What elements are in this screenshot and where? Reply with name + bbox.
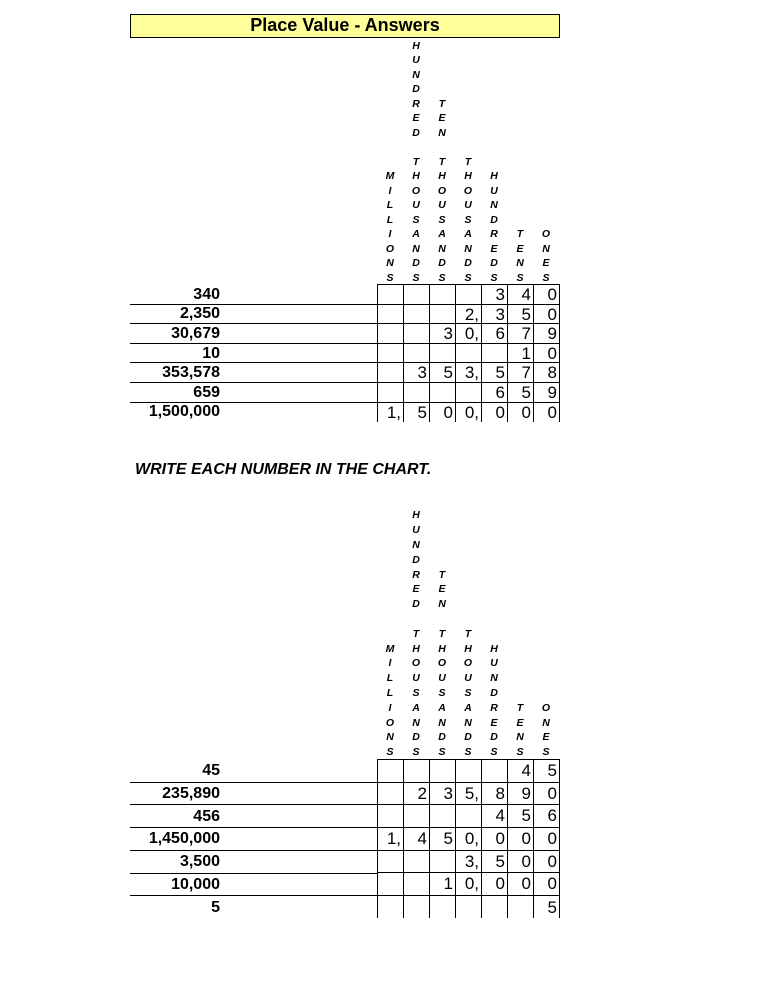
table-row (378, 760, 560, 783)
digit-cell-ten-thousands: 3 (430, 782, 456, 805)
digit-cell-tens: 7 (508, 324, 534, 344)
digit-cell-hundreds: 4 (482, 805, 508, 828)
digit-cell-ten-thousands: 3 (430, 324, 456, 344)
table-row (378, 324, 560, 344)
digit-cell-hundreds: 6 (482, 324, 508, 344)
digit-cell-hundreds: 6 (482, 382, 508, 402)
digit-cell-tens: 0 (508, 873, 534, 896)
digit-cell-ones: 0 (534, 304, 560, 324)
digit-cell-millions (378, 363, 404, 383)
place-value-grid (377, 284, 560, 422)
digit-cell-ones: 6 (534, 805, 560, 828)
digit-cell-hundreds: 5 (482, 850, 508, 873)
digit-cell-thousands (456, 285, 482, 305)
number-label: 30,679 (171, 325, 220, 342)
digit-cell-hundreds (482, 896, 508, 919)
digit-cell-hundred-thousands: 3 (404, 363, 430, 383)
row-divider (130, 402, 377, 403)
digit-cell-ten-thousands (430, 382, 456, 402)
digit-cell-ones: 0 (534, 782, 560, 805)
digit-cell-tens: 0 (508, 402, 534, 422)
digit-cell-thousands: 5, (456, 782, 482, 805)
digit-cell-tens (508, 896, 534, 919)
column-header-tens: T E N S (516, 701, 524, 759)
page-title: Place Value - Answers (130, 14, 560, 38)
digit-cell-hundred-thousands (404, 850, 430, 873)
column-header-hundreds: H U N D R E D S (490, 642, 498, 759)
digit-cell-thousands (456, 760, 482, 783)
row-divider (130, 382, 377, 383)
digit-cell-millions: 1, (378, 402, 404, 422)
digit-cell-millions (378, 805, 404, 828)
digit-cell-millions (378, 896, 404, 919)
digit-cell-tens: 5 (508, 304, 534, 324)
number-label: 235,890 (162, 785, 220, 803)
digit-cell-hundred-thousands (404, 285, 430, 305)
digit-cell-hundreds: 0 (482, 828, 508, 851)
digit-cell-ten-thousands (430, 760, 456, 783)
digit-cell-millions (378, 873, 404, 896)
digit-cell-ones: 9 (534, 382, 560, 402)
number-label: 340 (193, 285, 220, 303)
row-divider (130, 323, 377, 324)
digit-cell-millions (378, 382, 404, 402)
digit-cell-tens: 9 (508, 782, 534, 805)
table-row (378, 850, 560, 873)
column-header-hundreds: H U N D R E D S (490, 170, 498, 284)
digit-cell-thousands: 0, (456, 324, 482, 344)
digit-cell-ones: 0 (534, 850, 560, 873)
digit-cell-ten-thousands: 5 (430, 828, 456, 851)
digit-cell-thousands (456, 343, 482, 363)
digit-cell-hundreds: 3 (482, 304, 508, 324)
digit-cell-hundreds: 3 (482, 285, 508, 305)
place-value-grid (377, 759, 560, 918)
digit-cell-ten-thousands (430, 285, 456, 305)
number-label: 1,500,000 (148, 403, 220, 421)
digit-cell-hundred-thousands (404, 382, 430, 402)
digit-cell-ten-thousands (430, 304, 456, 324)
digit-cell-millions (378, 850, 404, 873)
digit-cell-millions (378, 304, 404, 324)
digit-cell-ones: 5 (534, 760, 560, 783)
number-label: 659 (193, 383, 220, 401)
digit-cell-thousands: 3, (456, 850, 482, 873)
digit-cell-thousands (456, 382, 482, 402)
digit-cell-tens: 5 (508, 805, 534, 828)
digit-cell-hundreds (482, 343, 508, 363)
number-label: 1,450,000 (148, 830, 220, 848)
digit-cell-hundred-thousands: 2 (404, 782, 430, 805)
column-header-millions: M I L L I O N S (385, 642, 395, 759)
digit-cell-ten-thousands (430, 805, 456, 828)
digit-cell-tens: 7 (508, 363, 534, 383)
digit-cell-hundred-thousands (404, 343, 430, 363)
digit-cell-thousands: 3, (456, 363, 482, 383)
digit-cell-ones: 0 (534, 828, 560, 851)
table-row (378, 896, 560, 919)
digit-cell-millions (378, 760, 404, 783)
column-header-hundred-thousands: H U N D R E D T H O U S A N D S (411, 509, 421, 759)
row-divider (130, 895, 377, 896)
column-header-hundred-thousands: H U N D R E D T H O U S A N D S (411, 39, 421, 284)
digit-cell-thousands: 0, (456, 873, 482, 896)
number-label: 456 (193, 807, 220, 825)
digit-cell-hundred-thousands: 4 (404, 828, 430, 851)
row-divider (130, 782, 377, 783)
digit-cell-ten-thousands (430, 343, 456, 363)
digit-cell-tens: 5 (508, 382, 534, 402)
digit-cell-hundreds: 0 (482, 402, 508, 422)
number-label: 10,000 (171, 875, 220, 893)
table-row (378, 805, 560, 828)
table-row (378, 343, 560, 363)
digit-cell-hundred-thousands (404, 324, 430, 344)
digit-cell-ten-thousands (430, 850, 456, 873)
table-row (378, 873, 560, 896)
digit-cell-thousands: 0, (456, 828, 482, 851)
number-label: 10 (202, 344, 220, 362)
row-divider (130, 873, 377, 874)
digit-cell-thousands (456, 805, 482, 828)
row-divider (130, 804, 377, 805)
digit-cell-ten-thousands (430, 896, 456, 919)
digit-cell-hundreds (482, 760, 508, 783)
digit-cell-tens: 0 (508, 828, 534, 851)
digit-cell-hundred-thousands (404, 760, 430, 783)
column-header-ten-thousands: T E N T H O U S A N D S (437, 97, 447, 284)
column-header-millions: M I L L I O N S (385, 170, 395, 284)
row-divider (130, 362, 377, 363)
column-header-ones: O N E S (541, 228, 551, 284)
row-divider (130, 343, 377, 344)
number-label: 353,578 (162, 364, 220, 382)
column-header-ten-thousands: T E N T H O U S A N D S (437, 568, 447, 759)
digit-cell-thousands: 2, (456, 304, 482, 324)
column-header-tens: T E N S (516, 228, 524, 284)
row-divider (130, 850, 377, 851)
digit-cell-thousands: 0, (456, 402, 482, 422)
column-header-thousands: T H O U S A N D S (463, 627, 473, 759)
table-row (378, 363, 560, 383)
digit-cell-millions: 1, (378, 828, 404, 851)
digit-cell-millions (378, 343, 404, 363)
digit-cell-tens: 0 (508, 850, 534, 873)
digit-cell-tens: 1 (508, 343, 534, 363)
column-header-ones: O N E S (541, 701, 551, 759)
digit-cell-hundred-thousands (404, 304, 430, 324)
digit-cell-tens: 4 (508, 285, 534, 305)
number-label: 45 (202, 762, 220, 780)
digit-cell-millions (378, 285, 404, 305)
table-row (378, 828, 560, 851)
digit-cell-hundred-thousands (404, 873, 430, 896)
digit-cell-ones: 0 (534, 343, 560, 363)
digit-cell-hundred-thousands (404, 805, 430, 828)
digit-cell-tens: 4 (508, 760, 534, 783)
number-label: 3,500 (179, 853, 220, 871)
table-row (378, 782, 560, 805)
digit-cell-ten-thousands: 5 (430, 363, 456, 383)
table-row (378, 382, 560, 402)
digit-cell-ones: 5 (534, 896, 560, 919)
digit-cell-ten-thousands: 1 (430, 873, 456, 896)
digit-cell-millions (378, 782, 404, 805)
digit-cell-millions (378, 324, 404, 344)
digit-cell-hundred-thousands: 5 (404, 402, 430, 422)
table-row (378, 304, 560, 324)
row-divider (130, 827, 377, 828)
digit-cell-ones: 8 (534, 363, 560, 383)
digit-cell-hundred-thousands (404, 896, 430, 919)
digit-cell-hundreds: 0 (482, 873, 508, 896)
column-header-thousands: T H O U S A N D S (463, 155, 473, 284)
digit-cell-hundreds: 5 (482, 363, 508, 383)
instruction-text: WRITE EACH NUMBER IN THE CHART. (135, 461, 432, 478)
digit-cell-ones: 0 (534, 285, 560, 305)
table-row (378, 402, 560, 422)
digit-cell-ones: 0 (534, 873, 560, 896)
digit-cell-ones: 9 (534, 324, 560, 344)
row-divider (130, 304, 377, 305)
digit-cell-ones: 0 (534, 402, 560, 422)
table-row (378, 285, 560, 305)
number-label: 5 (211, 898, 220, 916)
number-label: 2,350 (179, 305, 220, 323)
digit-cell-hundreds: 8 (482, 782, 508, 805)
digit-cell-ten-thousands: 0 (430, 402, 456, 422)
digit-cell-thousands (456, 896, 482, 919)
